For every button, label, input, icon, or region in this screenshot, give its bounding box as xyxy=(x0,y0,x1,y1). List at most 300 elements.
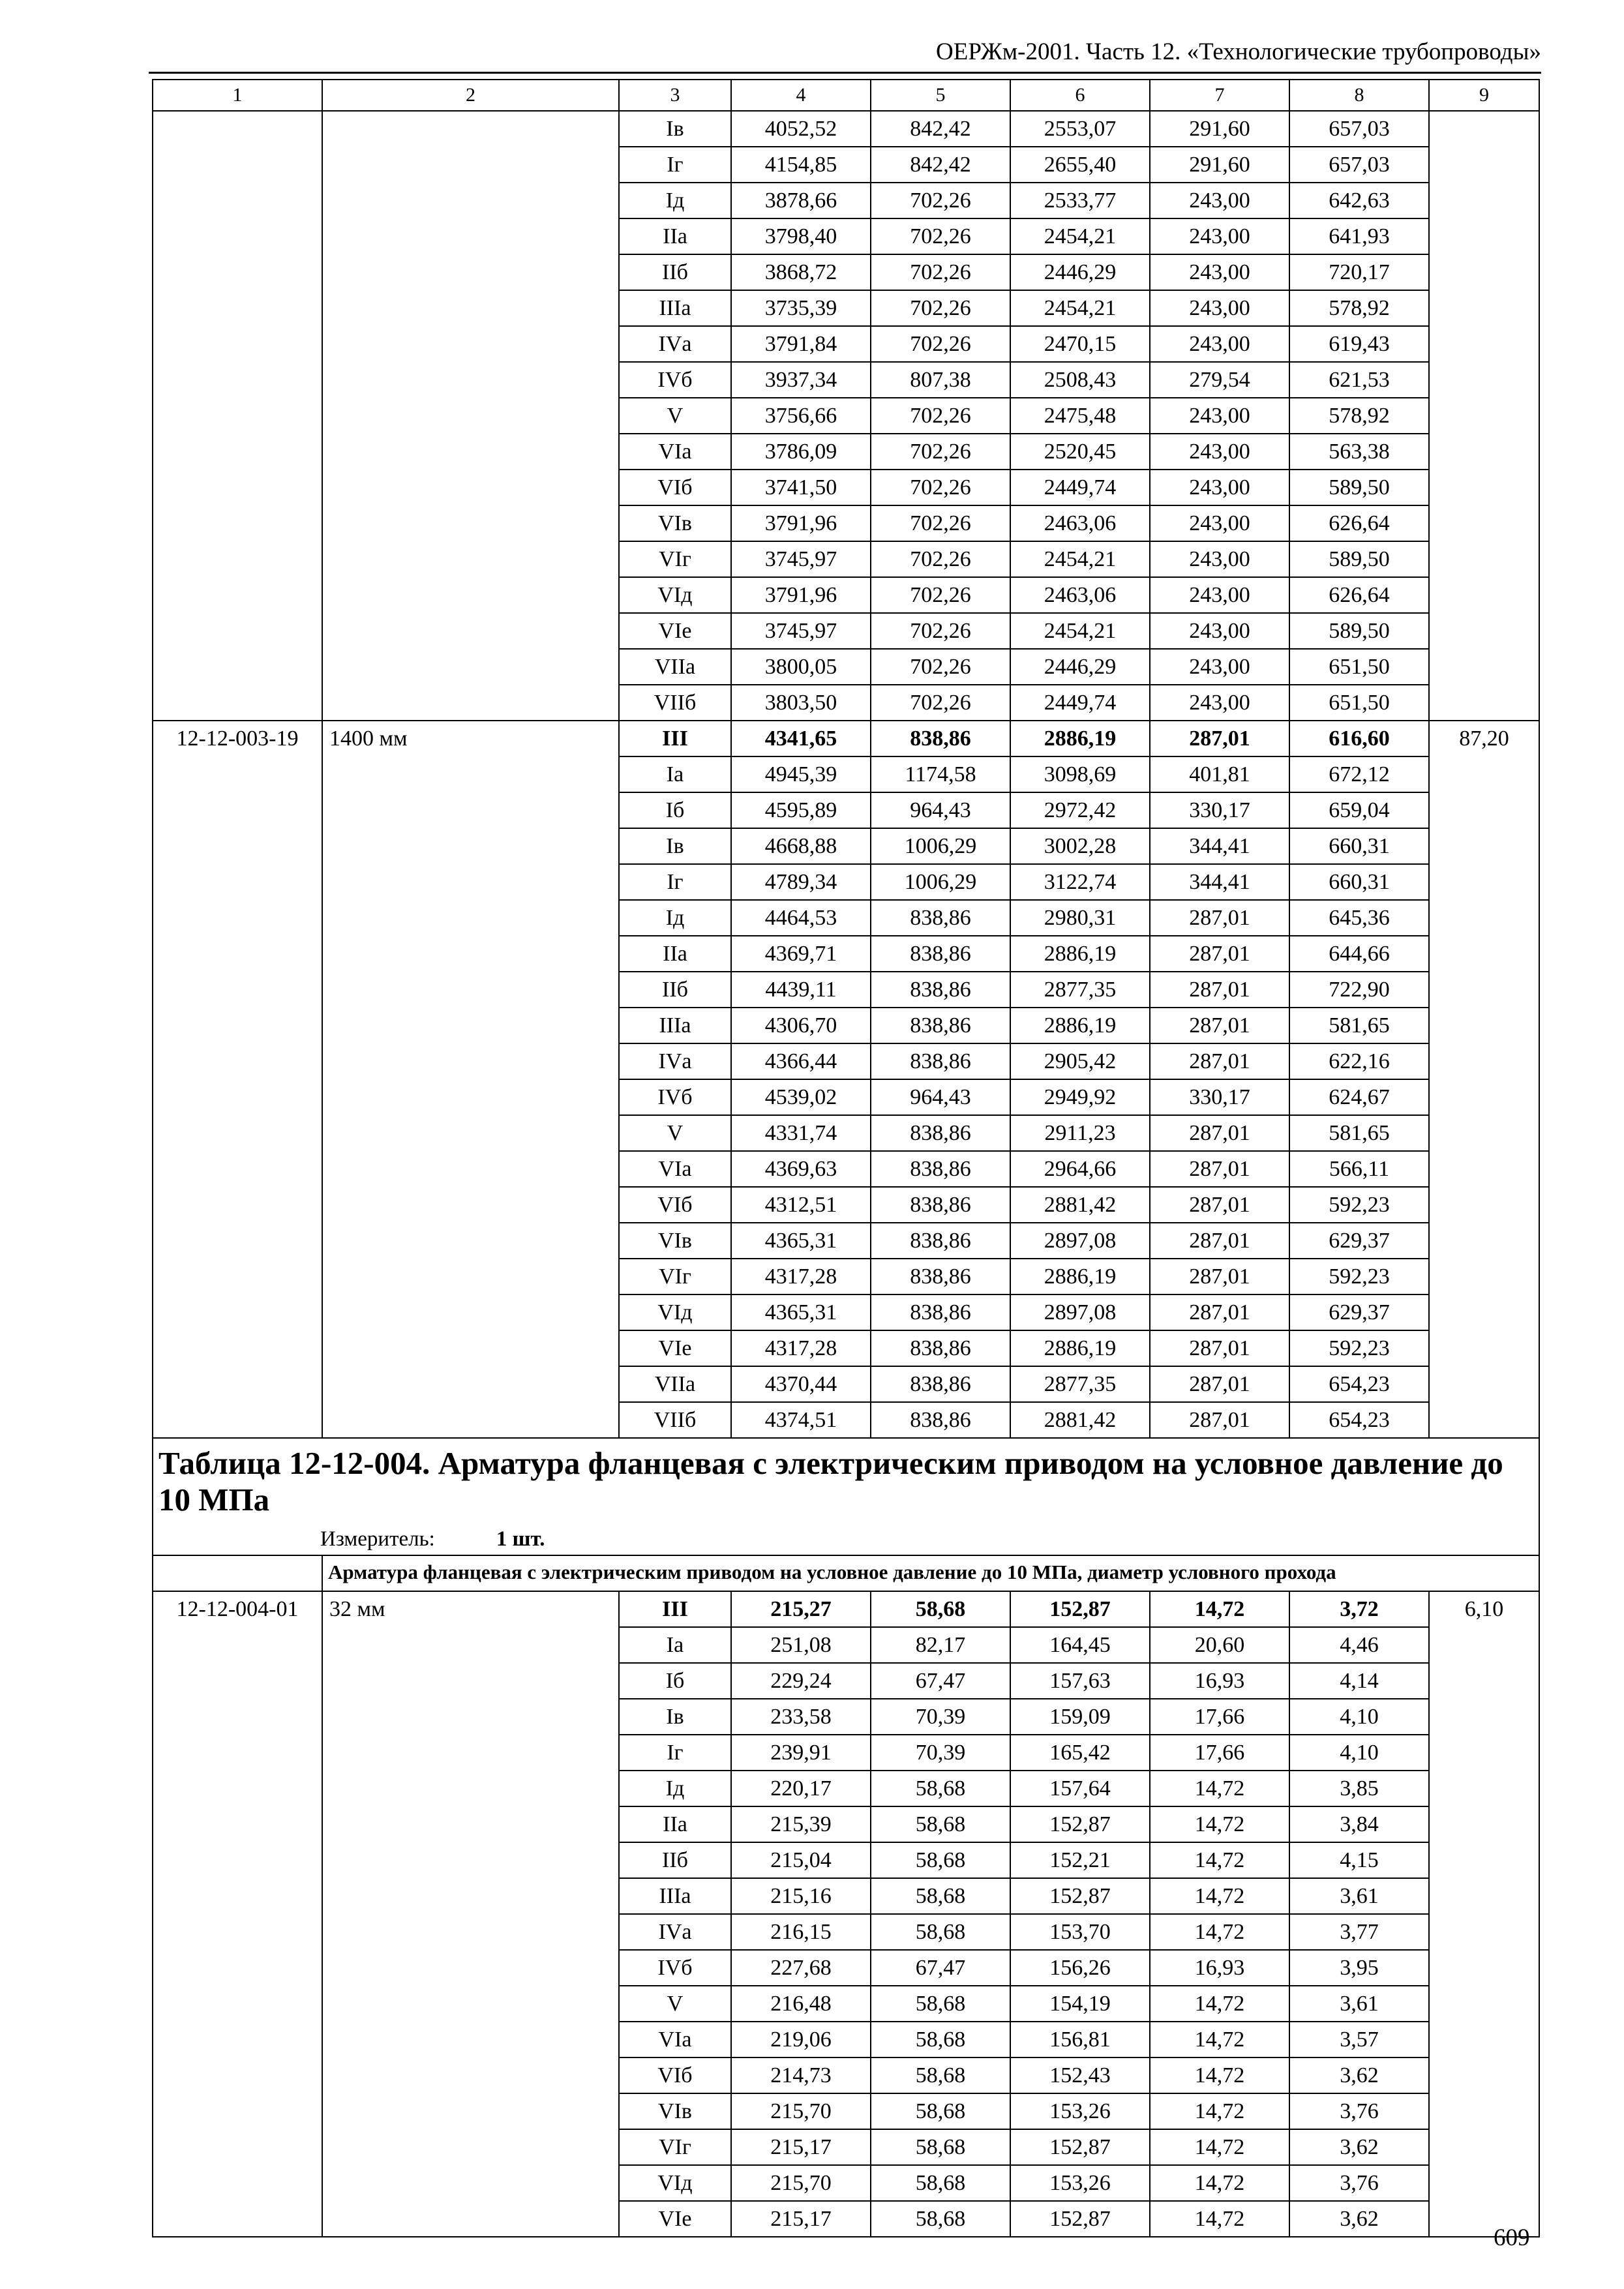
machines-cell: 2972,42 xyxy=(1010,792,1150,828)
table-title: Таблица 12-12-004. Арматура фланцевая с электрическим приводом на условное давление до 10 МПа xyxy=(158,1445,1503,1518)
zone-cell: Iа xyxy=(619,756,731,792)
materials-cell: 654,23 xyxy=(1289,1366,1429,1402)
zone-cell: VIг xyxy=(619,1259,731,1294)
materials-cell: 592,23 xyxy=(1289,1187,1429,1223)
materials-cell: 641,93 xyxy=(1289,218,1429,254)
total-cost-cell: 3798,40 xyxy=(731,218,871,254)
wages-cell: 702,26 xyxy=(871,218,1010,254)
total-cost-cell: 4369,63 xyxy=(731,1151,871,1187)
machines-cell: 152,87 xyxy=(1010,2129,1150,2165)
materials-cell: 4,10 xyxy=(1289,1735,1429,1771)
machinist-wages-cell: 287,01 xyxy=(1150,721,1289,756)
total-cost-cell: 4668,88 xyxy=(731,828,871,864)
total-cost-cell: 4789,34 xyxy=(731,864,871,900)
machinist-wages-cell: 243,00 xyxy=(1150,398,1289,434)
zone-cell: VIв xyxy=(619,1223,731,1259)
total-cost-cell: 214,73 xyxy=(731,2057,871,2093)
column-number: 8 xyxy=(1289,80,1429,111)
zone-cell: IVа xyxy=(619,1914,731,1950)
rate-code-continued xyxy=(153,111,322,721)
zone-cell: IVб xyxy=(619,1950,731,1986)
total-cost-cell: 239,91 xyxy=(731,1735,871,1771)
machinist-wages-cell: 287,01 xyxy=(1150,1187,1289,1223)
materials-cell: 581,65 xyxy=(1289,1008,1429,1043)
wages-cell: 838,86 xyxy=(871,1008,1010,1043)
zone-cell: Iб xyxy=(619,1663,731,1699)
materials-cell: 3,77 xyxy=(1289,1914,1429,1950)
materials-cell: 645,36 xyxy=(1289,900,1429,936)
wages-cell: 58,68 xyxy=(871,1771,1010,1806)
machinist-wages-cell: 17,66 xyxy=(1150,1735,1289,1771)
machines-cell: 153,26 xyxy=(1010,2165,1150,2201)
total-cost-cell: 3791,84 xyxy=(731,326,871,362)
wages-cell: 1006,29 xyxy=(871,828,1010,864)
machines-cell: 2449,74 xyxy=(1010,685,1150,721)
zone-cell: VIб xyxy=(619,2057,731,2093)
machines-cell: 156,26 xyxy=(1010,1950,1150,1986)
machinist-wages-cell: 14,72 xyxy=(1150,2057,1289,2093)
materials-cell: 3,62 xyxy=(1289,2129,1429,2165)
materials-cell: 622,16 xyxy=(1289,1043,1429,1079)
wages-cell: 702,26 xyxy=(871,613,1010,649)
column-number: 4 xyxy=(731,80,871,111)
machinist-wages-cell: 14,72 xyxy=(1150,1842,1289,1878)
total-cost-cell: 4365,31 xyxy=(731,1223,871,1259)
zone-cell: III xyxy=(619,721,731,756)
machinist-wages-cell: 14,72 xyxy=(1150,2129,1289,2165)
zone-cell: III xyxy=(619,1591,731,1627)
materials-cell: 644,66 xyxy=(1289,936,1429,972)
machines-cell: 154,19 xyxy=(1010,1986,1150,2022)
zone-cell: VIIб xyxy=(619,685,731,721)
machinist-wages-cell: 243,00 xyxy=(1150,326,1289,362)
total-cost-cell: 215,70 xyxy=(731,2093,871,2129)
machinist-wages-cell: 243,00 xyxy=(1150,685,1289,721)
machinist-wages-cell: 14,72 xyxy=(1150,1986,1289,2022)
machines-cell: 2980,31 xyxy=(1010,900,1150,936)
zone-cell: IIб xyxy=(619,254,731,290)
material-quantity: 6,10 xyxy=(1429,1591,1539,2237)
wages-cell: 838,86 xyxy=(871,1151,1010,1187)
wages-cell: 702,26 xyxy=(871,398,1010,434)
machines-cell: 2881,42 xyxy=(1010,1402,1150,1438)
zone-cell: Iг xyxy=(619,147,731,183)
machinist-wages-cell: 243,00 xyxy=(1150,290,1289,326)
total-cost-cell: 4312,51 xyxy=(731,1187,871,1223)
zone-cell: VIа xyxy=(619,1151,731,1187)
wages-cell: 838,86 xyxy=(871,1294,1010,1330)
machinist-wages-cell: 287,01 xyxy=(1150,1008,1289,1043)
total-cost-cell: 220,17 xyxy=(731,1771,871,1806)
wages-cell: 67,47 xyxy=(871,1950,1010,1986)
material-quantity: 87,20 xyxy=(1429,721,1539,1438)
machines-cell: 2454,21 xyxy=(1010,290,1150,326)
materials-cell: 722,90 xyxy=(1289,972,1429,1008)
machinist-wages-cell: 14,72 xyxy=(1150,2093,1289,2129)
wages-cell: 838,86 xyxy=(871,1115,1010,1151)
machinist-wages-cell: 243,00 xyxy=(1150,434,1289,470)
zone-cell: IIIа xyxy=(619,1008,731,1043)
zone-cell: Iа xyxy=(619,1627,731,1663)
zone-cell: VIг xyxy=(619,541,731,577)
wages-cell: 67,47 xyxy=(871,1663,1010,1699)
machines-cell: 2454,21 xyxy=(1010,541,1150,577)
machinist-wages-cell: 14,72 xyxy=(1150,1771,1289,1806)
materials-cell: 566,11 xyxy=(1289,1151,1429,1187)
materials-cell: 3,62 xyxy=(1289,2057,1429,2093)
measure-unit-label: Измеритель: xyxy=(320,1527,435,1551)
zone-cell: IIIа xyxy=(619,290,731,326)
zone-cell: VIе xyxy=(619,1330,731,1366)
zone-cell: VIIб xyxy=(619,1402,731,1438)
machinist-wages-cell: 287,01 xyxy=(1150,1366,1289,1402)
materials-cell: 3,95 xyxy=(1289,1950,1429,1986)
materials-cell: 592,23 xyxy=(1289,1259,1429,1294)
materials-cell: 642,63 xyxy=(1289,183,1429,218)
zone-cell: VIе xyxy=(619,613,731,649)
total-cost-cell: 4341,65 xyxy=(731,721,871,756)
wages-cell: 702,26 xyxy=(871,434,1010,470)
machinist-wages-cell: 287,01 xyxy=(1150,936,1289,972)
machines-cell: 164,45 xyxy=(1010,1627,1150,1663)
machines-cell: 2475,48 xyxy=(1010,398,1150,434)
total-cost-cell: 215,39 xyxy=(731,1806,871,1842)
materials-cell: 578,92 xyxy=(1289,290,1429,326)
column-number: 9 xyxy=(1429,80,1539,111)
wages-cell: 702,26 xyxy=(871,541,1010,577)
materials-cell: 3,76 xyxy=(1289,2093,1429,2129)
measure-unit-line xyxy=(158,1526,1533,1552)
zone-cell: Iб xyxy=(619,792,731,828)
column-number: 1 xyxy=(153,80,322,111)
machinist-wages-cell: 243,00 xyxy=(1150,218,1289,254)
wages-cell: 838,86 xyxy=(871,1366,1010,1402)
wages-cell: 702,26 xyxy=(871,326,1010,362)
materials-cell: 3,61 xyxy=(1289,1986,1429,2022)
total-cost-cell: 3745,97 xyxy=(731,541,871,577)
machinist-wages-cell: 14,72 xyxy=(1150,1591,1289,1627)
total-cost-cell: 216,15 xyxy=(731,1914,871,1950)
wages-cell: 964,43 xyxy=(871,792,1010,828)
machines-cell: 2964,66 xyxy=(1010,1151,1150,1187)
total-cost-cell: 215,17 xyxy=(731,2129,871,2165)
total-cost-cell: 3735,39 xyxy=(731,290,871,326)
materials-cell: 581,65 xyxy=(1289,1115,1429,1151)
total-cost-cell: 4595,89 xyxy=(731,792,871,828)
machinist-wages-cell: 279,54 xyxy=(1150,362,1289,398)
rates-table xyxy=(152,79,1540,2237)
materials-cell: 589,50 xyxy=(1289,613,1429,649)
machines-cell: 159,09 xyxy=(1010,1699,1150,1735)
machines-cell: 2886,19 xyxy=(1010,721,1150,756)
subheading-text: Арматура фланцевая с электрическим приводом на условное давление до 10 МПа, диаметр условного прохода xyxy=(322,1555,1539,1591)
total-cost-cell: 3791,96 xyxy=(731,577,871,613)
materials-cell: 589,50 xyxy=(1289,541,1429,577)
machinist-wages-cell: 330,17 xyxy=(1150,792,1289,828)
machinist-wages-cell: 16,93 xyxy=(1150,1663,1289,1699)
zone-cell: VIб xyxy=(619,470,731,505)
table-title-cell xyxy=(153,1438,1539,1555)
machines-cell: 2911,23 xyxy=(1010,1115,1150,1151)
materials-cell: 4,10 xyxy=(1289,1699,1429,1735)
total-cost-cell: 3800,05 xyxy=(731,649,871,685)
materials-cell: 3,61 xyxy=(1289,1878,1429,1914)
wages-cell: 838,86 xyxy=(871,721,1010,756)
materials-cell: 624,67 xyxy=(1289,1079,1429,1115)
nominal-diameter: 1400 мм xyxy=(322,721,619,1438)
zone-cell: IVа xyxy=(619,326,731,362)
zone-cell: Iг xyxy=(619,864,731,900)
wages-cell: 702,26 xyxy=(871,685,1010,721)
machines-cell: 152,43 xyxy=(1010,2057,1150,2093)
machinist-wages-cell: 14,72 xyxy=(1150,2022,1289,2057)
materials-cell: 651,50 xyxy=(1289,649,1429,685)
total-cost-cell: 3791,96 xyxy=(731,505,871,541)
zone-cell: IIIа xyxy=(619,1878,731,1914)
machines-cell: 2454,21 xyxy=(1010,613,1150,649)
machines-cell: 152,87 xyxy=(1010,1806,1150,1842)
zone-cell: Iг xyxy=(619,1735,731,1771)
machinist-wages-cell: 243,00 xyxy=(1150,649,1289,685)
machinist-wages-cell: 287,01 xyxy=(1150,900,1289,936)
wages-cell: 838,86 xyxy=(871,1043,1010,1079)
materials-cell: 619,43 xyxy=(1289,326,1429,362)
machines-cell: 157,63 xyxy=(1010,1663,1150,1699)
zone-cell: Iд xyxy=(619,1771,731,1806)
materials-cell: 4,14 xyxy=(1289,1663,1429,1699)
column-number: 6 xyxy=(1010,80,1150,111)
materials-cell: 589,50 xyxy=(1289,470,1429,505)
page-number: 609 xyxy=(1494,2224,1530,2251)
wages-cell: 58,68 xyxy=(871,1986,1010,2022)
materials-cell: 3,84 xyxy=(1289,1806,1429,1842)
page-header: ОЕРЖм-2001. Часть 12. «Технологические трубопроводы» xyxy=(936,38,1541,65)
machinist-wages-cell: 243,00 xyxy=(1150,254,1289,290)
materials-cell: 621,53 xyxy=(1289,362,1429,398)
machinist-wages-cell: 291,60 xyxy=(1150,111,1289,147)
zone-cell: VIа xyxy=(619,2022,731,2057)
total-cost-cell: 3741,50 xyxy=(731,470,871,505)
total-cost-cell: 4365,31 xyxy=(731,1294,871,1330)
materials-cell: 660,31 xyxy=(1289,828,1429,864)
machinist-wages-cell: 287,01 xyxy=(1150,1259,1289,1294)
zone-cell: IVб xyxy=(619,362,731,398)
wages-cell: 58,68 xyxy=(871,2093,1010,2129)
materials-cell: 657,03 xyxy=(1289,147,1429,183)
materials-cell: 629,37 xyxy=(1289,1223,1429,1259)
machinist-wages-cell: 287,01 xyxy=(1150,1115,1289,1151)
wages-cell: 1006,29 xyxy=(871,864,1010,900)
machines-cell: 2454,21 xyxy=(1010,218,1150,254)
column-numbers-row xyxy=(153,80,1539,111)
wages-cell: 838,86 xyxy=(871,936,1010,972)
wages-cell: 58,68 xyxy=(871,1806,1010,1842)
materials-cell: 654,23 xyxy=(1289,1402,1429,1438)
wages-cell: 58,68 xyxy=(871,2129,1010,2165)
machines-cell: 2949,92 xyxy=(1010,1079,1150,1115)
machinist-wages-cell: 287,01 xyxy=(1150,1223,1289,1259)
total-cost-cell: 4052,52 xyxy=(731,111,871,147)
wages-cell: 702,26 xyxy=(871,505,1010,541)
machines-cell: 2553,07 xyxy=(1010,111,1150,147)
zone-cell: Iв xyxy=(619,828,731,864)
wages-cell: 702,26 xyxy=(871,577,1010,613)
zone-cell: VIв xyxy=(619,505,731,541)
wages-cell: 70,39 xyxy=(871,1699,1010,1735)
total-cost-cell: 216,48 xyxy=(731,1986,871,2022)
machinist-wages-cell: 291,60 xyxy=(1150,147,1289,183)
machinist-wages-cell: 243,00 xyxy=(1150,541,1289,577)
table-title-row xyxy=(153,1438,1539,1555)
materials-cell: 616,60 xyxy=(1289,721,1429,756)
total-cost-cell: 227,68 xyxy=(731,1950,871,1986)
wages-cell: 58,68 xyxy=(871,2057,1010,2093)
total-cost-cell: 4945,39 xyxy=(731,756,871,792)
total-cost-cell: 4317,28 xyxy=(731,1330,871,1366)
machinist-wages-cell: 287,01 xyxy=(1150,972,1289,1008)
total-cost-cell: 4374,51 xyxy=(731,1402,871,1438)
wages-cell: 702,26 xyxy=(871,290,1010,326)
zone-cell: VIIа xyxy=(619,1366,731,1402)
machinist-wages-cell: 287,01 xyxy=(1150,1330,1289,1366)
machinist-wages-cell: 344,41 xyxy=(1150,864,1289,900)
zone-cell: IIа xyxy=(619,936,731,972)
machines-cell: 2886,19 xyxy=(1010,1259,1150,1294)
wages-cell: 702,26 xyxy=(871,183,1010,218)
machinist-wages-cell: 17,66 xyxy=(1150,1699,1289,1735)
total-cost-cell: 4154,85 xyxy=(731,147,871,183)
machines-cell: 165,42 xyxy=(1010,1735,1150,1771)
machines-cell: 157,64 xyxy=(1010,1771,1150,1806)
materials-cell: 651,50 xyxy=(1289,685,1429,721)
materials-cell: 660,31 xyxy=(1289,864,1429,900)
materials-cell: 4,15 xyxy=(1289,1842,1429,1878)
machinist-wages-cell: 243,00 xyxy=(1150,613,1289,649)
table-row xyxy=(153,1591,1539,1627)
total-cost-cell: 215,17 xyxy=(731,2201,871,2237)
zone-cell: Iв xyxy=(619,1699,731,1735)
machinist-wages-cell: 14,72 xyxy=(1150,2165,1289,2201)
machines-cell: 152,87 xyxy=(1010,1878,1150,1914)
total-cost-cell: 3803,50 xyxy=(731,685,871,721)
machinist-wages-cell: 243,00 xyxy=(1150,183,1289,218)
total-cost-cell: 233,58 xyxy=(731,1699,871,1735)
zone-cell: VIIа xyxy=(619,649,731,685)
machines-cell: 2886,19 xyxy=(1010,1330,1150,1366)
machinist-wages-cell: 14,72 xyxy=(1150,1878,1289,1914)
zone-cell: V xyxy=(619,398,731,434)
materials-cell: 657,03 xyxy=(1289,111,1429,147)
zone-cell: VIг xyxy=(619,2129,731,2165)
total-cost-cell: 3756,66 xyxy=(731,398,871,434)
wages-cell: 964,43 xyxy=(871,1079,1010,1115)
wages-cell: 1174,58 xyxy=(871,756,1010,792)
machines-cell: 3098,69 xyxy=(1010,756,1150,792)
materials-cell: 626,64 xyxy=(1289,577,1429,613)
materials-cell: 578,92 xyxy=(1289,398,1429,434)
total-cost-cell: 251,08 xyxy=(731,1627,871,1663)
wages-cell: 58,68 xyxy=(871,1842,1010,1878)
subheading-row xyxy=(153,1555,1539,1591)
total-cost-cell: 3937,34 xyxy=(731,362,871,398)
column-number: 2 xyxy=(322,80,619,111)
total-cost-cell: 215,27 xyxy=(731,1591,871,1627)
materials-cell: 626,64 xyxy=(1289,505,1429,541)
machinist-wages-cell: 243,00 xyxy=(1150,577,1289,613)
materials-cell: 4,46 xyxy=(1289,1627,1429,1663)
total-cost-cell: 229,24 xyxy=(731,1663,871,1699)
total-cost-cell: 4439,11 xyxy=(731,972,871,1008)
wages-cell: 58,68 xyxy=(871,1878,1010,1914)
nominal-diameter: 32 мм xyxy=(322,1591,619,2237)
materials-cell: 629,37 xyxy=(1289,1294,1429,1330)
machines-cell: 152,21 xyxy=(1010,1842,1150,1878)
total-cost-cell: 4369,71 xyxy=(731,936,871,972)
rate-code: 12-12-004-01 xyxy=(153,1591,322,2237)
machinist-wages-cell: 14,72 xyxy=(1150,2201,1289,2237)
zone-cell: IIб xyxy=(619,1842,731,1878)
wages-cell: 838,86 xyxy=(871,1259,1010,1294)
machines-cell: 152,87 xyxy=(1010,1591,1150,1627)
machines-cell: 2446,29 xyxy=(1010,649,1150,685)
machinist-wages-cell: 401,81 xyxy=(1150,756,1289,792)
machines-cell: 2877,35 xyxy=(1010,1366,1150,1402)
total-cost-cell: 4370,44 xyxy=(731,1366,871,1402)
materials-cell: 3,72 xyxy=(1289,1591,1429,1627)
wages-cell: 842,42 xyxy=(871,111,1010,147)
materials-cell: 672,12 xyxy=(1289,756,1429,792)
machinist-wages-cell: 243,00 xyxy=(1150,505,1289,541)
machinist-wages-cell: 287,01 xyxy=(1150,1294,1289,1330)
materials-cell: 592,23 xyxy=(1289,1330,1429,1366)
wages-cell: 842,42 xyxy=(871,147,1010,183)
machines-cell: 2881,42 xyxy=(1010,1187,1150,1223)
zone-cell: VIд xyxy=(619,1294,731,1330)
wages-cell: 838,86 xyxy=(871,1187,1010,1223)
total-cost-cell: 4331,74 xyxy=(731,1115,871,1151)
wages-cell: 58,68 xyxy=(871,1914,1010,1950)
materials-cell: 3,85 xyxy=(1289,1771,1429,1806)
wages-cell: 838,86 xyxy=(871,900,1010,936)
machines-cell: 2463,06 xyxy=(1010,577,1150,613)
machines-cell: 152,87 xyxy=(1010,2201,1150,2237)
zone-cell: IIб xyxy=(619,972,731,1008)
wages-cell: 807,38 xyxy=(871,362,1010,398)
machinist-wages-cell: 344,41 xyxy=(1150,828,1289,864)
machines-cell: 153,70 xyxy=(1010,1914,1150,1950)
zone-cell: IVа xyxy=(619,1043,731,1079)
machines-cell: 2446,29 xyxy=(1010,254,1150,290)
machines-cell: 2905,42 xyxy=(1010,1043,1150,1079)
rate-code: 12-12-003-19 xyxy=(153,721,322,1438)
machinist-wages-cell: 16,93 xyxy=(1150,1950,1289,1986)
machines-cell: 2533,77 xyxy=(1010,183,1150,218)
machines-cell: 2470,15 xyxy=(1010,326,1150,362)
wages-cell: 838,86 xyxy=(871,1223,1010,1259)
zone-cell: VIб xyxy=(619,1187,731,1223)
total-cost-cell: 4464,53 xyxy=(731,900,871,936)
machinist-wages-cell: 14,72 xyxy=(1150,1914,1289,1950)
materials-cell: 3,76 xyxy=(1289,2165,1429,2201)
total-cost-cell: 215,04 xyxy=(731,1842,871,1878)
machines-cell: 2877,35 xyxy=(1010,972,1150,1008)
materials-cell: 720,17 xyxy=(1289,254,1429,290)
machinist-wages-cell: 330,17 xyxy=(1150,1079,1289,1115)
machines-cell: 156,81 xyxy=(1010,2022,1150,2057)
machines-cell: 2886,19 xyxy=(1010,1008,1150,1043)
total-cost-cell: 4317,28 xyxy=(731,1259,871,1294)
nominal-diameter-continued xyxy=(322,111,619,721)
